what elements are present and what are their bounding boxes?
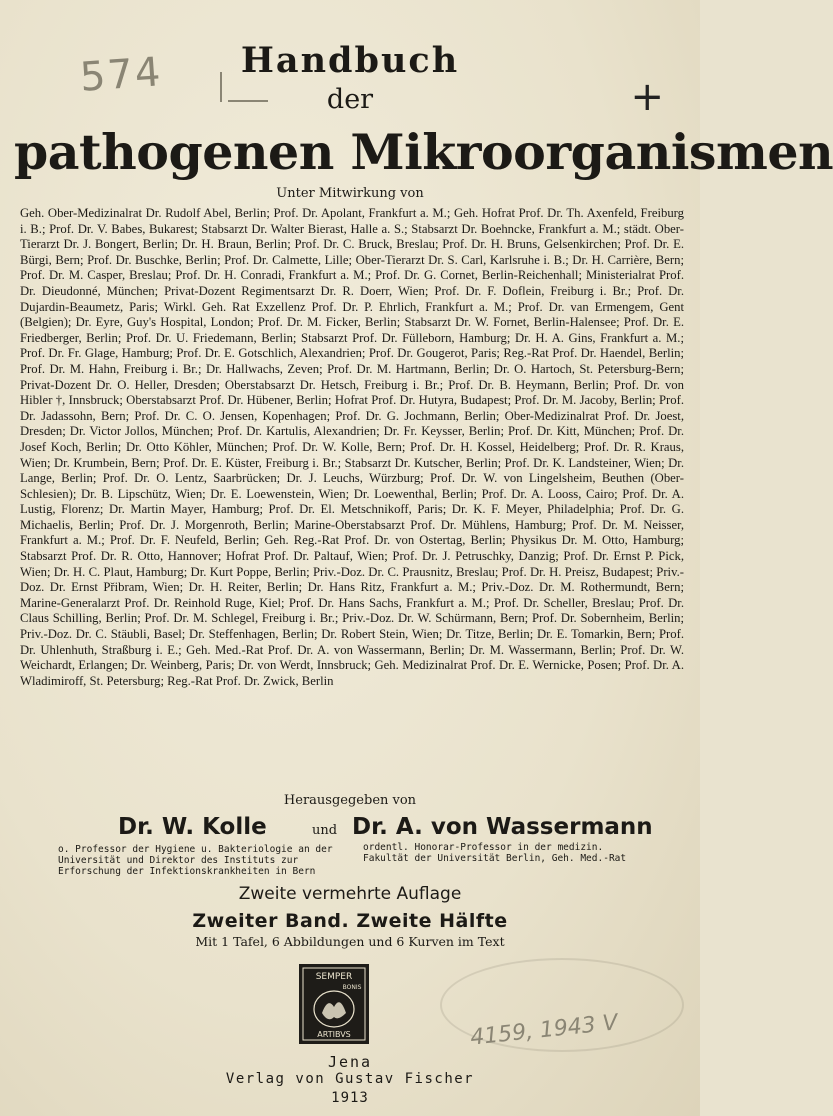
editor-kolle: Dr. W. Kolle: [118, 814, 267, 840]
edition-statement: Zweite vermehrte Auflage: [238, 884, 462, 904]
logo-text-top: SEMPER: [315, 972, 353, 982]
subtitle: Unter Mitwirkung von: [276, 186, 424, 201]
volume-statement: Zweiter Band. Zweite Hälfte: [192, 910, 508, 932]
affiliation-kolle: o. Professor der Hygiene u. Bakteriologie an der Universität und Direktor des Instituts zur Erforschung der Infektionskrankheiten in Bern: [58, 844, 333, 877]
title-der: der: [326, 84, 374, 115]
imprint-year: 1913: [331, 1090, 369, 1106]
logo-text-bottom: ARTIBVS: [317, 1030, 351, 1039]
main-title: pathogenen Mikroorganismen: [14, 123, 833, 181]
contributors-list: Geh. Ober-Medizinalrat Dr. Rudolf Abel, Berlin; Prof. Dr. Apolant, Frankfurt a. M.; Geh. Hofrat Prof. Dr. Th. Axenfeld, Freiburg i. B.; Prof. Dr. V. Babes, Bukarest; Stabsarzt Dr. Walter Bierast, Halle a. S.; Stabsarzt Dr. Boehncke, Frankfurt a. M.; städt. Ober-Tierarzt Dr. J. Bongert, Berlin; Dr. H. Braun, Berlin; Prof. Dr. C. Bruck, Breslau; Prof. Dr. H. Bruns, Gelsenkirchen; Prof. Dr. E. Bürgi, Bern; Prof. Dr. Buschke, Berlin; Prof. Dr. Calmette, Lille; Ober-Tierarzt Dr. S. Carl, Karlsruhe i. B.; Dr. H. Carrière, Bern; Prof. Dr. M. Casper, Breslau; Prof. Dr. H. Conradi, Frankfurt a. M.; Prof. Dr. G. Cornet, Berlin-Reichenhall; Ministerialrat Prof. Dr. Dieudonné, München; Privat-Dozent Regimentsarzt Dr. R. Doerr, Wien; Prof. Dr. F. Doflein, Freiburg i. Br.; Prof. Dr. Dujardin-Beaumetz, Paris; Wirkl. Geh. Rat Exzellenz Prof. Dr. P. Ehrlich, Frankfurt a. M.; Prof. Dr. van Ermengem, Gent (Belgien); Dr. Eyre, Guy's Hospital, London; Prof. Dr. M. Ficker, Berlin; Stabsarzt Dr. W. Fornet, Berlin-Halensee; Prof. Dr. E. Friedberger, Berlin; Prof. Dr. U. Friedemann, Berlin; Stabsarzt Prof. Dr. Fülleborn, Hamburg; Dr. H. A. Gins, Frankfurt a. M.; Prof. Dr. Fr. Glage, Hamburg; Prof. Dr. E. Gotschlich, Alexandrien; Prof. Dr. Gougerot, Paris; Reg.-Rat Prof. Dr. Haendel, Berlin; Prof. Dr. M. Hahn, Freiburg i. Br.; Dr. Hallwachs, Zeven; Prof. Dr. M. Hartmann, Berlin; Dr. O. Hartoch, St. Petersburg-Bern; Privat-Dozent Dr. O. Heller, Dresden; Oberstabsarzt Dr. Hetsch, Freiburg i. Br.; Prof. Dr. B. Heymann, Berlin; Prof. Dr. von Hibler †, Innsbruck; Oberstabsarzt Prof. Dr. Hübener, Berlin; Hofrat Prof. Dr. Hutyra, Budapest; Prof. Dr. M. Jacoby, Berlin; Prof. Dr. Jadassohn, Bern; Prof. Dr. C. O. Jensen, Kopenhagen; Prof. Dr. G. Jochmann, Berlin; Ober-Medizinalrat Prof. Dr. Joest, Dresden; Dr. Victor Jollos, München; Prof. Dr. Kartulis, Alexandrien; Dr. Fr. Keysser, Berlin; Prof. Dr. Kitt, München; Prof. Dr. Josef Koch, Berlin; Dr. Otto Köhler, München; Prof. Dr. W. Kolle, Bern; Prof. Dr. H. Kossel, Heidelberg; Prof. Dr. R. Kraus, Wien; Dr. Krumbein, Bern; Prof. Dr. E. Küster, Freiburg i. Br.; Stabsarzt Dr. Kutscher, Berlin; Prof. Dr. K. Landsteiner, Wien; Dr. Lange, Berlin; Prof. Dr. O. Lentz, Saarbrücken; Dr. J. Leuchs, Würzburg; Prof. Dr. W. von Lingelsheim, Beuthen (Ober-Schlesien); Dr. B. Lipschütz, Wien; Dr. E. Loewenstein, Wien; Dr. Loewenthal, Berlin; Prof. Dr. A. Looss, Cairo; Prof. Dr. A. Lustig, Florenz; Dr. Martin Mayer, Hamburg; Prof. Dr. El. Metschnikoff, Paris; Dr. K. F. Meyer, Philadelphia; Prof. Dr. G. Michaelis, Berlin; Prof. Dr. J. Morgenroth, Berlin; Marine-Oberstabsarzt Prof. Dr. Mühlens, Hamburg; Prof. Dr. M. Neisser, Frankfurt a. M.; Prof. Dr. F. Neufeld, Berlin; Geh. Reg.-Rat Prof. Dr. von Ostertag, Berlin; Physikus Dr. M. Otto, Hamburg; Stabsarzt Prof. Dr. R. Otto, Hannover; Hofrat Prof. Dr. Paltauf, Wien; Prof. Dr. J. Petruschky, Danzig; Prof. Dr. Ernst P. Pick, Wien; Dr. H. C. Plaut, Hamburg; Dr. Kurt Poppe, Berlin; Priv.-Doz. Dr. C. Prausnitz, Breslau; Prof. Dr. H. Preisz, Budapest; Priv.-Doz. Dr. Ernst Přibram, Wien; Dr. H. Reiter, Berlin; Dr. Hans Ritz, Frankfurt a. M.; Priv.-Doz. Dr. M. Rothermundt, Bern; Marine-Generalarzt Prof. Dr. Reinhold Ruge, Kiel; Prof. Dr. Hans Sachs, Frankfurt a. M.; Prof. Dr. Scheller, Breslau; Prof. Dr. Claus Schilling, Berlin; Prof. Dr. M. Schlegel, Freiburg i. Br.; Priv.-Doz. Dr. W. Schürmann, Bern; Prof. Dr. Sobernheim, Berlin; Priv.-Doz. Dr. C. Stäubli, Basel; Dr. Steffenhagen, Berlin; Dr. Robert Stein, Wien; Dr. Titze, Berlin; Dr. E. Tomarkin, Bern; Prof. Dr. Uhlenhuth, Straßburg i. E.; Geh. Med.-Rat Prof. Dr. A. von Wassermann, Berlin; Dr. M. Wassermann, Berlin; Prof. Dr. W. Weichardt, Erlangen; Dr. Weinberg, Paris; Dr. von Werdt, Innsbruck; Geh. Medizinalrat Prof. Dr. E. Wernicke, Posen; Prof. Dr. A. Wladimiroff, St. Petersburg; Reg.-Rat Prof. Dr. Zwick, Berlin: [20, 206, 684, 688]
publisher-logo-icon: [298, 963, 370, 1045]
pencil-shelfmark: 574: [78, 49, 164, 101]
editor-wassermann: Dr. A. von Wassermann: [352, 814, 653, 840]
affiliation-wassermann: ordentl. Honorar-Professor in der medizin. Fakultät der Universität Berlin, Geh. Med.-Rat: [363, 842, 627, 864]
logo-text-right: BONIS: [342, 984, 362, 991]
editors-intro: Herausgegeben von: [283, 793, 417, 808]
accession-number: 4159, 1943 V: [469, 1010, 619, 1051]
editors-and: und: [312, 823, 338, 838]
plus-mark: +: [630, 74, 664, 120]
imprint-city: Jena: [327, 1053, 373, 1071]
illustrations-note: Mit 1 Tafel, 6 Abbildungen und 6 Kurven im Text: [195, 934, 505, 949]
imprint-publisher: Verlag von Gustav Fischer: [225, 1071, 475, 1087]
title-handbuch: Handbuch: [240, 40, 460, 81]
